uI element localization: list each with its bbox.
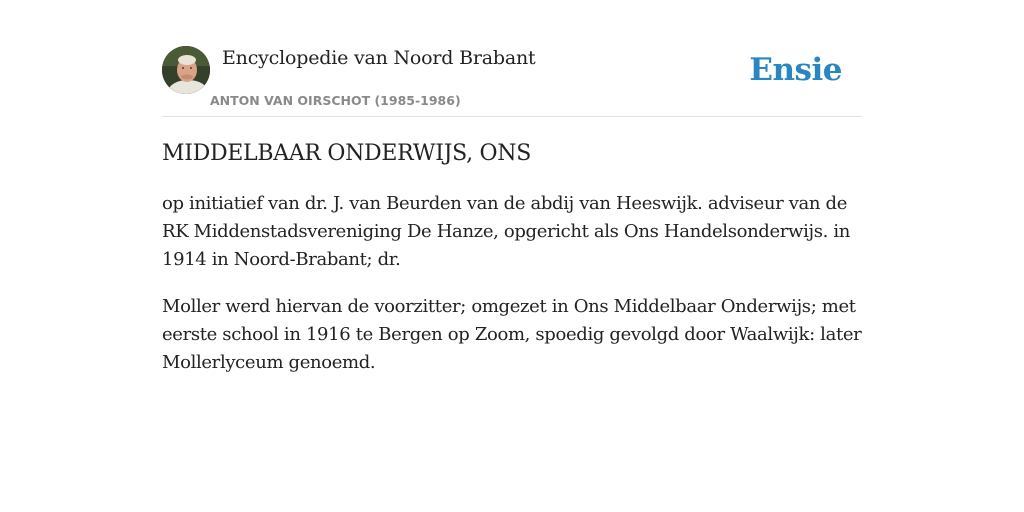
entry-paragraph-2: Moller werd hiervan de voorzitter; omgezet in Ons Middelbaar Onderwijs; met eerste school in 1916 te Bergen op Zoom, spoedig gevolgd door Waalwijk: later Mollerlyceum genoemd. [162, 296, 862, 373]
entry-header [162, 46, 862, 117]
entry-title: MIDDELBAAR ONDERWIJS, ONS [162, 141, 531, 166]
entry-paragraph-1: op initiatief van dr. J. van Beurden van de abdij van Heeswijk. adviseur van de RK Middenstadsvereniging De Hanze, opgericht als Ons Handelsonderwijs. in 1914 in Noord-Brabant; dr. [162, 193, 851, 270]
ensie-logo[interactable]: Ensie [749, 52, 842, 88]
author-name[interactable]: ANTON VAN OIRSCHOT (1985-1986) [210, 93, 461, 108]
entry-content [162, 138, 862, 396]
author-avatar[interactable] [162, 46, 210, 94]
author-portrait-icon [162, 46, 210, 94]
encyclopedia-title[interactable]: Encyclopedie van Noord Brabant [222, 47, 536, 69]
